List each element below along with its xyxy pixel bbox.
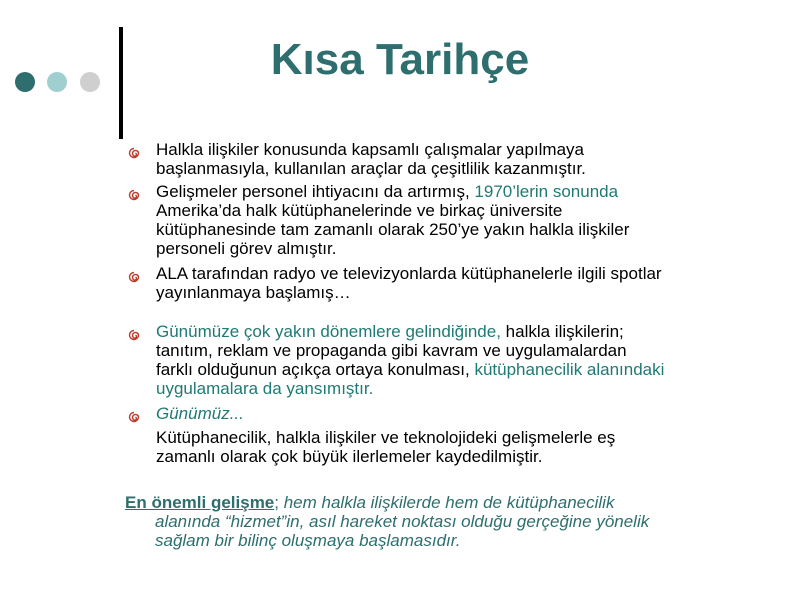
bullet-text xyxy=(156,140,778,178)
final-line3: sağlam bir bilinç oluşmaya başlamasıdır. xyxy=(155,531,461,550)
text-run: farklı olduğunun açıkça ortaya konulması, xyxy=(156,360,475,379)
bullet-line xyxy=(156,159,778,178)
bullet-item xyxy=(128,322,778,398)
text-run: Amerika’da halk kütüphanelerinde ve birkaç üniversite xyxy=(156,201,563,220)
continuation-line: Kütüphanecilik, halkla ilişkiler ve teknolojideki gelişmelerle eş xyxy=(156,428,616,447)
bullet-line xyxy=(156,201,778,220)
bullet-text xyxy=(156,404,778,423)
continuation-paragraph xyxy=(128,428,778,466)
text-run: yayınlanmaya başlamış… xyxy=(156,283,351,302)
final-line1: hem halkla ilişkilerde hem de kütüphanecilik xyxy=(279,493,615,512)
bullet-line xyxy=(156,140,778,159)
bullet-item xyxy=(128,404,778,423)
bullet-line xyxy=(156,379,778,398)
text-run: 1970’lerin sonunda xyxy=(474,182,619,201)
bullet-line xyxy=(156,404,778,423)
final-line2: alanında “hizmet”in, asıl hareket noktası olduğu gerçeğine yönelik xyxy=(155,512,650,531)
bullet-line xyxy=(156,264,778,283)
text-run: halkla ilişkilerin; xyxy=(500,322,624,341)
bullet-line xyxy=(156,239,778,258)
text-run: personeli görev almıştır. xyxy=(156,239,337,258)
bullet-text xyxy=(156,264,778,302)
text-run: ALA tarafından radyo ve televizyonlarda kütüphanelerle ilgili spotlar xyxy=(156,264,662,283)
bullet-line xyxy=(156,360,778,379)
bullet-swirl-icon xyxy=(128,326,140,338)
bullet-swirl-icon xyxy=(128,186,140,198)
bullet-swirl-icon xyxy=(128,144,140,156)
bullet-line xyxy=(156,283,778,302)
bullet-text xyxy=(156,322,778,398)
text-run: kütüphanecilik alanındaki xyxy=(474,360,665,379)
slide-title: Kısa Tarihçe xyxy=(270,35,530,84)
text-run: uygulamalara da yansımıştır. xyxy=(156,379,374,398)
text-run: başlanmasıyla, kullanılan araçlar da çeşitlilik kazanmıştır. xyxy=(156,159,586,178)
text-run: Halkla ilişkiler konusunda kapsamlı çalışmalar yapılmaya xyxy=(156,140,585,159)
bullet-text xyxy=(156,182,778,258)
text-run: tanıtım, reklam ve propaganda gibi kavram ve uygulamalardan xyxy=(156,341,627,360)
final-sep: ; xyxy=(274,493,279,512)
text-run: Günümüze çok yakın dönemlere gelindiğinde, xyxy=(156,322,501,341)
text-run: Günümüz... xyxy=(156,404,244,423)
bullet-item xyxy=(128,264,778,302)
bullet-line xyxy=(156,322,778,341)
continuation-text xyxy=(156,428,778,466)
final-paragraph xyxy=(125,493,785,550)
text-run: kütüphanesinde tam zamanlı olarak 250’ye yakın halkla ilişkiler xyxy=(156,220,630,239)
bullet-line xyxy=(156,341,778,360)
bullet-item xyxy=(128,182,778,258)
bullet-swirl-icon xyxy=(128,408,140,420)
final-lead: En önemli gelişme xyxy=(125,493,275,512)
bullet-line xyxy=(156,182,778,201)
bullet-swirl-icon xyxy=(128,268,140,280)
bullet-line xyxy=(156,220,778,239)
bullet-item xyxy=(128,140,778,178)
continuation-line: zamanlı olarak çok büyük ilerlemeler kaydedilmiştir. xyxy=(156,447,543,466)
text-run: Gelişmeler personel ihtiyacını da artırmış, xyxy=(156,182,475,201)
